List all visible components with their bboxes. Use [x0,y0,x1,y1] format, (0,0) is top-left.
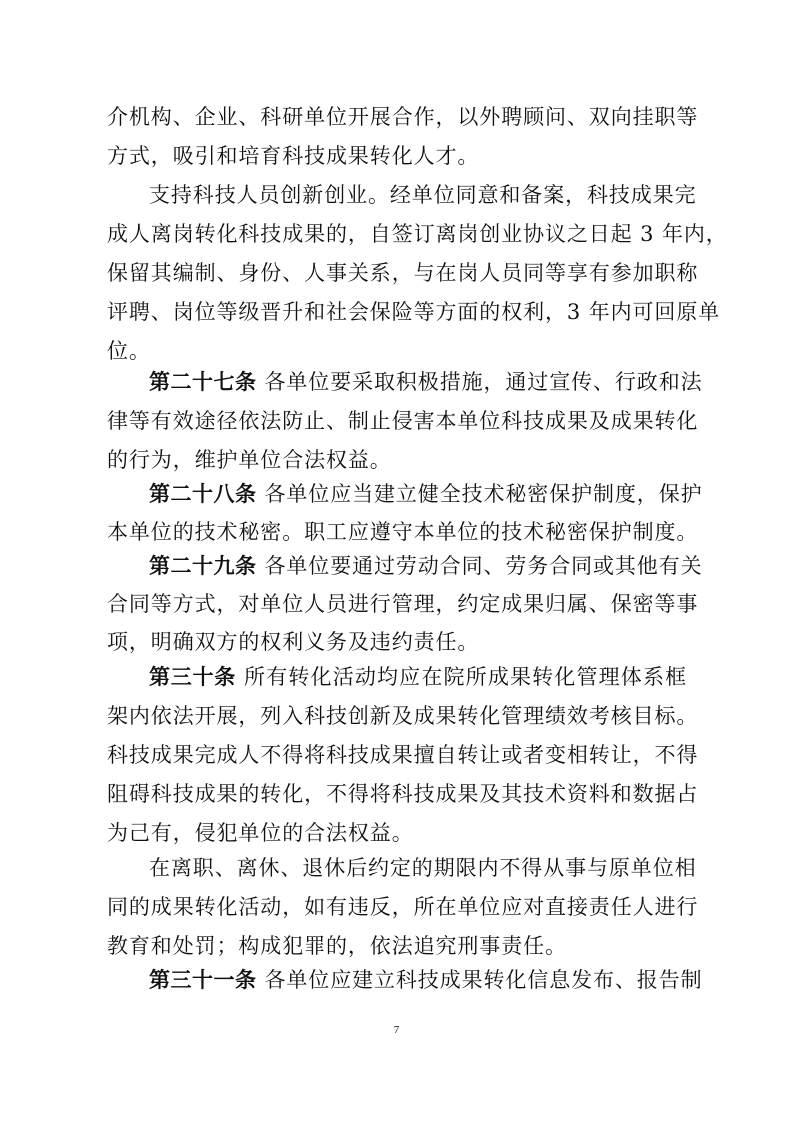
text-line: 的行为，维护单位合法权益。 [107,448,392,472]
text-line: 教育和处罚；构成犯罪的，依法追究刑事责任。 [107,934,567,958]
article-text: 各单位要采取积极措施，通过宣传、行政和法 [264,370,703,394]
article-text: 所有转化活动均应在院所成果转化管理体系框 [244,665,688,689]
article-heading: 第二十九条 [149,554,257,578]
text-line: 律等有效途径依法防止、制止侵害本单位科技成果及成果转化 [107,409,699,433]
text-line: 保留其编制、身份、人事关系，与在岗人员同等享有参加职称 [107,261,699,285]
text-line: 项，明确双方的权利义务及违约责任。 [107,630,480,654]
text-line: 为己有，侵犯单位的合法权益。 [107,821,414,845]
article-heading: 第二十八条 [149,482,257,506]
article-text: 各单位要通过劳动合同、劳务合同或其他有关 [264,554,703,578]
paragraph-first-line: 支持科技人员创新创业。经单位同意和备案，科技成果完 [149,183,697,207]
text-line: 架内依法开展，列入科技创新及成果转化管理绩效考核目标。 [107,704,699,728]
article-heading: 第三十一条 [149,968,257,992]
text-line: 评聘、岗位等级晋升和社会保险等方面的权利，3 年内可回原单 [107,300,721,324]
text-line: 本单位的技术秘密。职工应遵守本单位的技术秘密保护制度。 [107,520,699,544]
text-line: 介机构、企业、科研单位开展合作，以外聘顾问、双向挂职等 [107,105,699,129]
page-number: 7 [393,1024,400,1036]
text-line: 合同等方式，对单位人员进行管理，约定成果归属、保密等事 [107,592,699,616]
text-line: 成人离岗转化科技成果的，自签订离岗创业协议之日起 3 年内， [107,222,728,246]
text-line: 方式，吸引和培育科技成果转化人才。 [107,144,480,168]
article-29-first-line [149,551,703,581]
article-text: 各单位应建立科技成果转化信息发布、报告制 [264,968,703,992]
text-line: 阻碍科技成果的转化，不得将科技成果及其技术资料和数据占 [107,782,699,806]
article-30-first-line [149,662,687,692]
text-line: 位。 [107,339,151,363]
text-line: 同的成果转化活动，如有违反，所在单位应对直接责任人进行 [107,895,699,919]
article-heading: 第二十七条 [149,370,257,394]
paragraph-first-line: 在离职、离休、退休后约定的期限内不得从事与原单位相 [149,856,697,880]
article-text: 各单位应当建立健全技术秘密保护制度，保护 [264,482,703,506]
article-heading: 第三十条 [149,665,237,689]
article-31-first-line [149,965,703,995]
article-27-first-line [149,367,703,397]
article-28-first-line [149,479,703,509]
text-line: 科技成果完成人不得将科技成果擅自转让或者变相转让，不得 [107,743,699,767]
